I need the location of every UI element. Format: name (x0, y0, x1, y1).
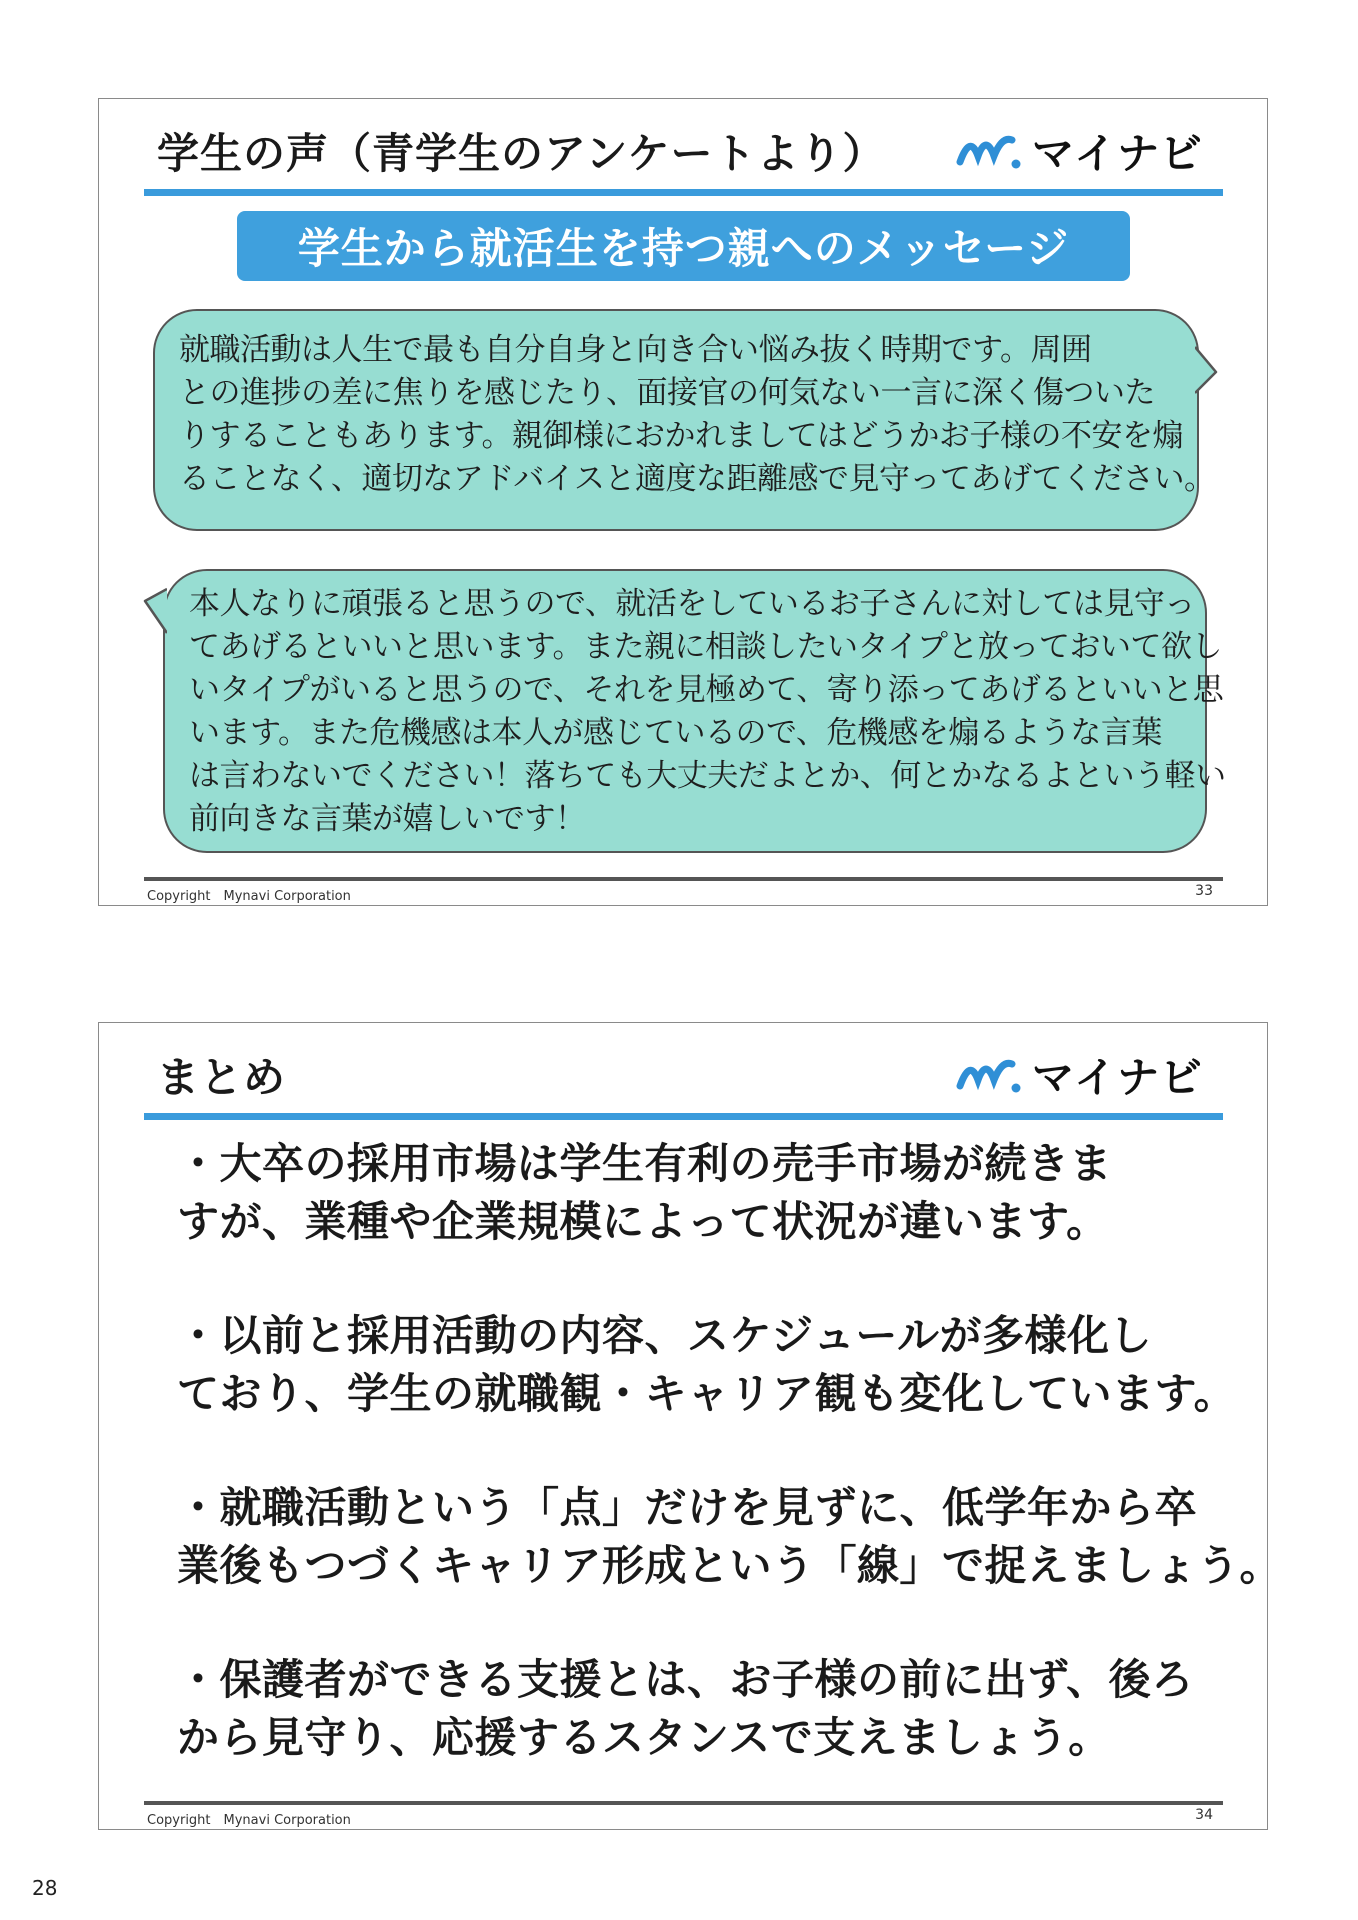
bubble-line: ることなく、適切なアドバイスと適度な距離感で見守ってあげてください。 (179, 461, 1215, 497)
bubble-1-tail (1195, 345, 1219, 395)
bubble-line: いタイプがいると思うので、それを見極めて、寄り添ってあげるといいと思 (189, 672, 1224, 708)
summary-line: ・就職活動という「点」だけを見ずに、低学年から卒 (177, 1483, 1198, 1532)
title-underline (144, 189, 1223, 196)
summary-item (177, 1135, 1227, 1251)
logo-text: マイナビ (1031, 1053, 1203, 1102)
summary-line: 業後もつづくキャリア形成という「線」で捉えましょう。 (177, 1541, 1283, 1590)
bubble-line: は言わないでください！落ちても大丈夫だよとか、何とかなるよという軽い (189, 758, 1226, 794)
bubble-line: てあげるといいと思います。また親に相談したいタイプと放っておいて欲し (189, 629, 1222, 665)
bubble-line: との進捗の差に焦りを感じたり、面接官の何気ない一言に深く傷ついた (179, 375, 1155, 411)
summary-line: から見守り、応援するスタンスで支えましょう。 (177, 1713, 1111, 1762)
mynavi-logo-icon (956, 1054, 1026, 1096)
mynavi-logo (956, 1047, 1203, 1103)
bubble-line: 前向きな言葉が嬉しいです！ (189, 801, 586, 837)
bubble-line: 就職活動は人生で最も自分自身と向き合い悩み抜く時期です。周囲 (179, 332, 1092, 368)
summary-list (177, 1135, 1283, 1823)
summary-item (177, 1651, 1227, 1767)
summary-line: ・保護者ができる支援とは、お子様の前に出ず、後ろ (177, 1655, 1194, 1704)
copyright: Copyright Mynavi Corporation (147, 1813, 351, 1828)
footer-rule (144, 877, 1223, 881)
summary-item (177, 1307, 1237, 1423)
logo-text: マイナビ (1031, 129, 1203, 178)
slide-title: まとめ (157, 1053, 287, 1102)
speech-bubble-2 (163, 569, 1226, 853)
bubble-line: います。また危機感は本人が感じているので、危機感を煽るような言葉 (189, 715, 1162, 751)
slide-33 (98, 98, 1268, 906)
message-banner: 学生から就活生を持つ親へのメッセージ (237, 211, 1130, 281)
slide-title: 学生の声（青学生のアンケートより） (157, 129, 886, 178)
summary-line: ており、学生の就職観・キャリア観も変化しています。 (177, 1369, 1237, 1418)
mynavi-logo-icon (956, 130, 1026, 172)
document-page-number: 28 (32, 1876, 58, 1900)
summary-line: ・大卒の採用市場は学生有利の売手市場が続きま (177, 1139, 1113, 1188)
summary-line: すが、業種や企業規模によって状況が違います。 (177, 1197, 1109, 1246)
speech-bubble-1 (153, 309, 1215, 531)
title-underline (144, 1113, 1223, 1120)
bubble-2-tail (143, 587, 167, 637)
slide-page-number: 33 (1195, 883, 1213, 899)
bubble-line: りすることもあります。親御様におかれましてはどうかお子様の不安を煽 (179, 418, 1184, 454)
summary-item (177, 1479, 1283, 1595)
bubble-line: 本人なりに頑張ると思うので、就活をしているお子さんに対しては見守っ (189, 586, 1195, 622)
slide-page-number: 34 (1195, 1807, 1213, 1823)
copyright: Copyright Mynavi Corporation (147, 889, 351, 904)
footer-rule (144, 1801, 1223, 1805)
slide-34 (98, 1022, 1283, 1830)
summary-line: ・以前と採用活動の内容、スケジュールが多様化し (177, 1311, 1152, 1360)
mynavi-logo (956, 123, 1203, 179)
